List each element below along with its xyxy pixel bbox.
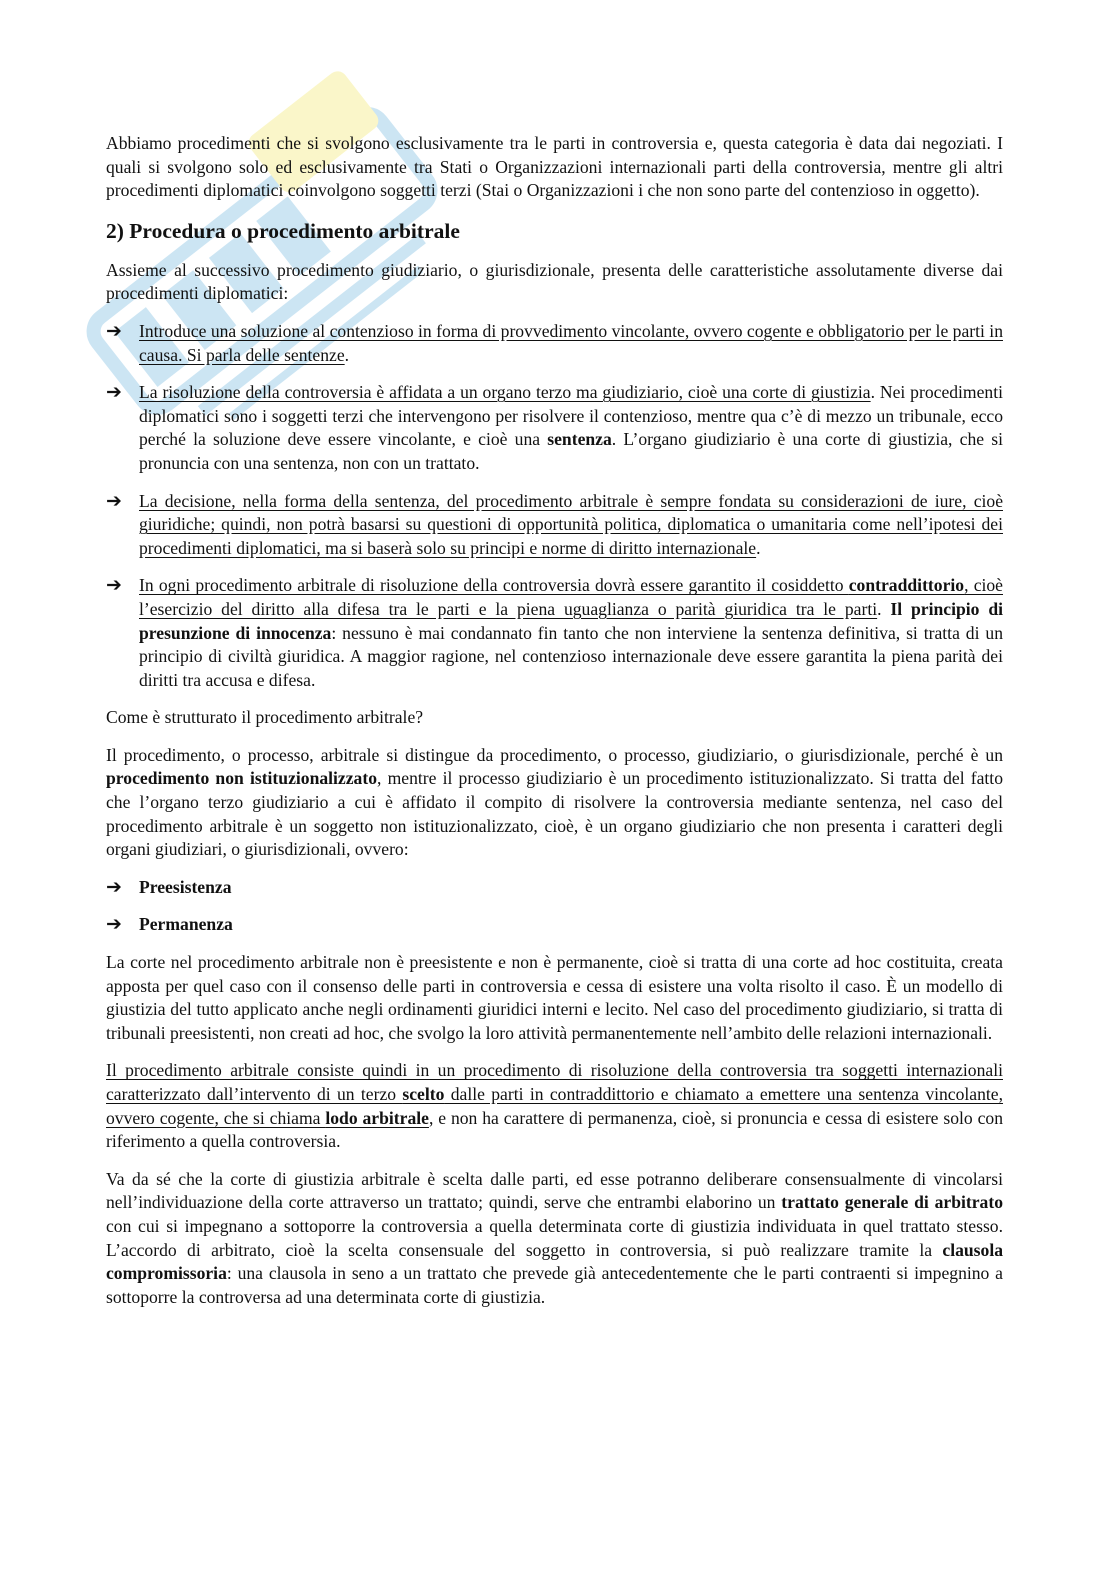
- bullet-bold-text: Il principio di presunzione di innocenza: [139, 598, 1004, 643]
- paragraph-text: con cui si impegnano a sottoporre la controversia a quella determinata corte di giustizia individuata in quel trattato stesso. L’accordo di arbitrato, cioè la scelta consensuale del soggetto in controversia, si può realizzare tramite la: [106, 1215, 1003, 1260]
- intro-paragraph: Abbiamo procedimenti che si svolgono esclusivamente tra le parti in controversia e, questa categoria è data dai negoziati. I quali si svolgono solo ed esclusivamente tra Stati o Organizzazioni internazionali parti della controversia, mentre gli altri procedimenti diplomatici coinvolgono soggetti terzi (Stai o Organizzazioni i che non sono parte del contenzioso in oggetto).: [106, 133, 1003, 201]
- bullet-text: : nessuno è mai condannato fin tanto che non interviene la sentenza definitiva, si tratta di un principio di civiltà giuridica. A maggior ragione, nel contenzioso internazionale deve essere garantita la piena parità dei diritti tra accusa e difesa.: [139, 622, 1003, 690]
- arrow-right-icon: ➔: [106, 489, 122, 512]
- document-body: [106, 132, 1003, 1323]
- paragraph-bold-text: procedimento non istituzionalizzato: [106, 768, 378, 789]
- bullet-text: .: [344, 344, 350, 365]
- paragraph: [106, 744, 1003, 862]
- bullet-text: .: [877, 598, 891, 619]
- section-lead: Assieme al successivo procedimento giudiziario, o giurisdizionale, presenta delle caratteristiche assolutamente diverse dai procedimenti diplomatici:: [106, 259, 1003, 304]
- paragraph-text: Il procedimento, o processo, arbitrale si distingue da procedimento, o processo, giudiziario, o giurisdizionale, perché è un: [106, 744, 1003, 765]
- bullet-underlined-text: La decisione, nella forma della sentenza, del procedimento arbitrale è sempre fondata su considerazioni de iure, cioè giuridiche; quindi, non potrà basarsi su questioni di opportunità politica, diplomatica o umanitaria come nell’ipotesi dei procedimenti diplomatici, ma si baserà solo su principi e norme di diritto internazionale: [139, 490, 1003, 558]
- paragraph: [106, 1059, 1003, 1153]
- paragraph-text: Va da sé che la corte di giustizia arbitrale è scelta dalle parti, ed esse potranno deliberare consensualmente di vincolarsi nell’individuazione della corte attraverso un trattato; quindi, serve che entrambi elaborino un: [106, 1168, 1003, 1213]
- feature-item: [106, 913, 1003, 937]
- bullet-item: [106, 320, 1003, 367]
- paragraph-bold-underlined-text: lodo arbitrale: [325, 1107, 429, 1128]
- arrow-right-icon: ➔: [106, 875, 122, 898]
- bullet-item: [106, 574, 1003, 692]
- bullet-item: [106, 381, 1003, 475]
- paragraph-bold-underlined-text: scelto: [402, 1084, 445, 1104]
- arrow-right-icon: ➔: [106, 913, 122, 936]
- paragraph: [106, 1168, 1003, 1310]
- question-paragraph: Come è strutturato il procedimento arbitrale?: [106, 707, 424, 728]
- feature-item: [106, 876, 1003, 900]
- arrow-right-icon: ➔: [106, 381, 122, 404]
- bullet-item: [106, 490, 1003, 561]
- feature-label: Preesistenza: [139, 876, 232, 897]
- bullet-text: . Nei procedimenti diplomatici sono i soggetti terzi che intervengono per risolvere il contenzioso, mentre qua c’è di mezzo un tribunale, ecco perché la soluzione deve essere vincolante, e cioè una: [139, 382, 1004, 450]
- feature-label: Permanenza: [139, 914, 233, 935]
- bullet-underlined-text: In ogni procedimento arbitrale di risoluzione della controversia dovrà essere garantito il cosiddetto: [139, 575, 849, 596]
- bullet-bold-underlined-text: contraddittorio: [848, 575, 965, 596]
- section-heading: 2) Procedura o procedimento arbitrale: [106, 218, 460, 243]
- paragraph-text: , mentre il processo giudiziario è un procedimento istituzionalizzato. Si tratta del fatto che l’organo terzo giudiziario a cui è affidato il compito di risolvere la controversia mediante sentenza, nel caso del procedimento arbitrale è un soggetto non istituzionalizzato, cioè, è un organo giudiziario che non presenta i caratteri degli organi giudiziari, o giurisdizionali, ovvero:: [106, 768, 1003, 860]
- paragraph-bold-text: trattato generale di arbitrato: [781, 1192, 1003, 1213]
- bullet-underlined-text: Introduce una soluzione al contenzioso in forma di provvedimento vincolante, ovvero cogente e obbligatorio per le parti in causa. Si parla delle sentenze: [139, 320, 1003, 365]
- paragraph-text: : una clausola in seno a un trattato che prevede già antecedentemente che le parti contraenti si impegnino a sottoporre la controversa ad una determinata corte di giustizia.: [106, 1263, 1003, 1307]
- bullet-text: . L’organo giudiziario è una corte di giustizia, che si pronuncia con una sentenza, non con un trattato.: [139, 429, 1003, 473]
- paragraph-text: , e non ha carattere di permanenza, cioè, si pronuncia e cessa di esistere solo con riferimento a quella controversia.: [106, 1107, 1004, 1152]
- bullet-underlined-text: La risoluzione della controversia è affidata a un organo terzo ma giudiziario, cioè una corte di giustizia: [139, 382, 871, 403]
- arrow-right-icon: ➔: [106, 319, 122, 342]
- bullet-bold-text: sentenza: [547, 429, 612, 450]
- bullet-text: .: [756, 537, 761, 558]
- paragraph-underlined-text: Il procedimento arbitrale consiste quindi in un procedimento di risoluzione della controversia tra soggetti internazionali caratterizzato dall’intervento di un terzo: [106, 1060, 1003, 1104]
- bullet-underlined-text: , cioè l’esercizio del diritto alla difesa tra le parti e la piena uguaglianza o parità giuridica tra le parti: [139, 575, 1003, 619]
- paragraph-bold-text: clausola compromissoria: [106, 1239, 1003, 1284]
- paragraph: La corte nel procedimento arbitrale non è preesistente e non è permanente, cioè si tratta di una corte ad hoc costituita, creata apposta per quel caso con il consenso delle parti in controversia e cessa di esistere una volta risolto il caso. È un modello di giustizia del tutto applicato anche negli ordinamenti giuridici interni e lecito. Nel caso del procedimento giudiziario, si tratta di tribunali preesistenti, non creati ad hoc, che svolgo la loro attività permanentemente nell’ambito delle relazioni internazionali.: [106, 952, 1003, 1043]
- arrow-right-icon: ➔: [106, 574, 122, 597]
- paragraph-underlined-text: dalle parti in contraddittorio e chiamato a emettere una sentenza vincolante, ovvero cogente, che si chiama: [106, 1084, 1004, 1128]
